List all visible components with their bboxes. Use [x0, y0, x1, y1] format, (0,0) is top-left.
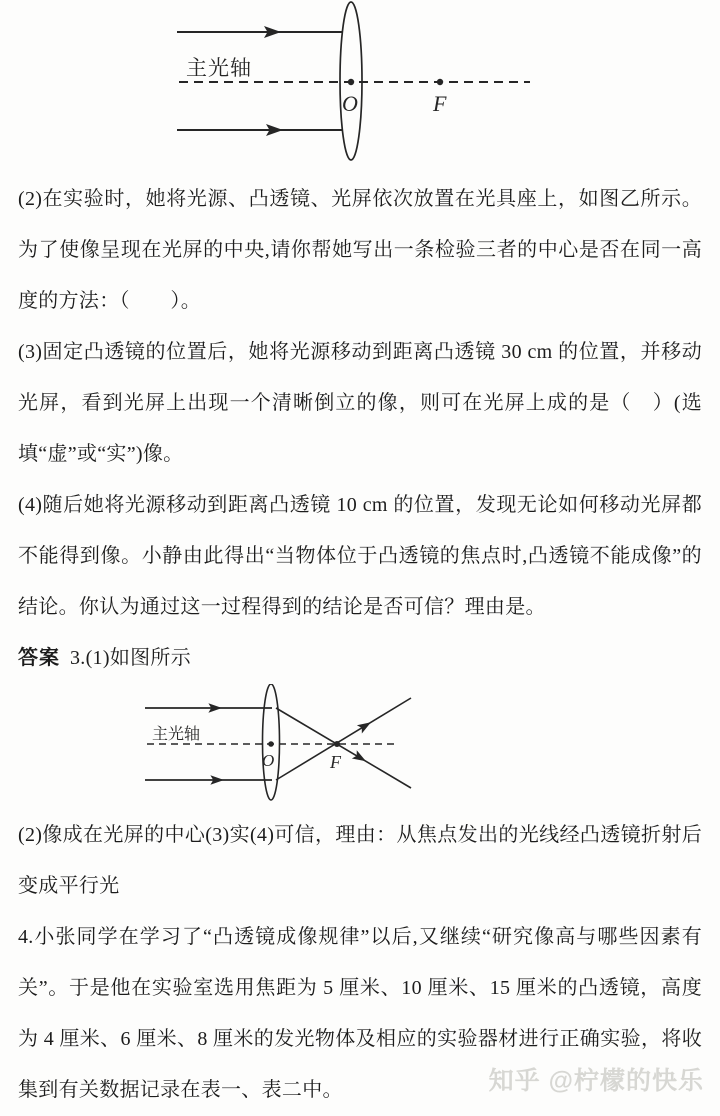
- lens-diagram-answer: [18, 684, 702, 810]
- optical-center-dot: [348, 79, 354, 85]
- focal-point-label: F: [433, 91, 447, 116]
- watermark: 知乎 @柠檬的快乐: [488, 1067, 704, 1095]
- optical-center-label: O: [262, 751, 275, 770]
- question-3-text: (3)固定凸透镜的位置后，她将光源移动到距离凸透镜 30 cm 的位置，并移动光屏，看到光屏上出现一个清晰倒立的像，则可在光屏上成的是（ ）(选填“虚”或“实”)像。: [18, 341, 702, 465]
- focal-point-label: F: [330, 752, 341, 772]
- answer-intro: 3.(1)如图所示: [70, 647, 192, 669]
- focal-point-dot: [437, 79, 443, 85]
- question-2-text: (2)在实验时，她将光源、凸透镜、光屏依次放置在光具座上，如图乙所示。为了使像呈现在光屏的中央,请你帮她写出一条检验三者的中心是否在同一高度的方法：（ ）。: [18, 188, 702, 312]
- answer-continuation-text: (2)像成在光屏的中心(3)实(4)可信，理由：从焦点发出的光线经凸透镜折射后变成平行光: [18, 824, 702, 897]
- question-4-text: (4)随后她将光源移动到距离凸透镜 10 cm 的位置，发现无论如何移动光屏都不能得到像。小静由此得出“当物体位于凸透镜的焦点时,凸透镜不能成像”的结论。你认为通过这一过程得到的结论是否可信？理由是。: [18, 494, 702, 618]
- focal-point-dot: [334, 741, 340, 747]
- answer-heading-line: [18, 633, 702, 684]
- refracted-ray-up: [276, 698, 411, 780]
- refracted-ray-down: [276, 708, 411, 788]
- optical-center-dot: [268, 741, 274, 747]
- ray-arrowhead-icon: [357, 718, 374, 733]
- principal-axis-label: 主光轴: [186, 56, 252, 80]
- ray-arrowhead-icon: [352, 750, 369, 765]
- answer-label: 答案: [18, 647, 60, 669]
- optical-center-label: O: [342, 91, 358, 116]
- document-body: [18, 174, 702, 1116]
- principal-axis-label: 主光轴: [152, 726, 201, 743]
- lens-diagram-question: [0, 0, 720, 174]
- question-next-text: 4.小张同学在学习了“凸透镜成像规律”以后,又继续“研究像高与哪些因素有关”。于是他在实验室选用焦距为 5 厘米、10 厘米、15 厘米的凸透镜，高度为 4 厘米、6 厘米、8 厘米的发光物体及相应的实验器材进行正确实验，将收集到有关数据记录在表一、表二中。: [18, 926, 702, 1101]
